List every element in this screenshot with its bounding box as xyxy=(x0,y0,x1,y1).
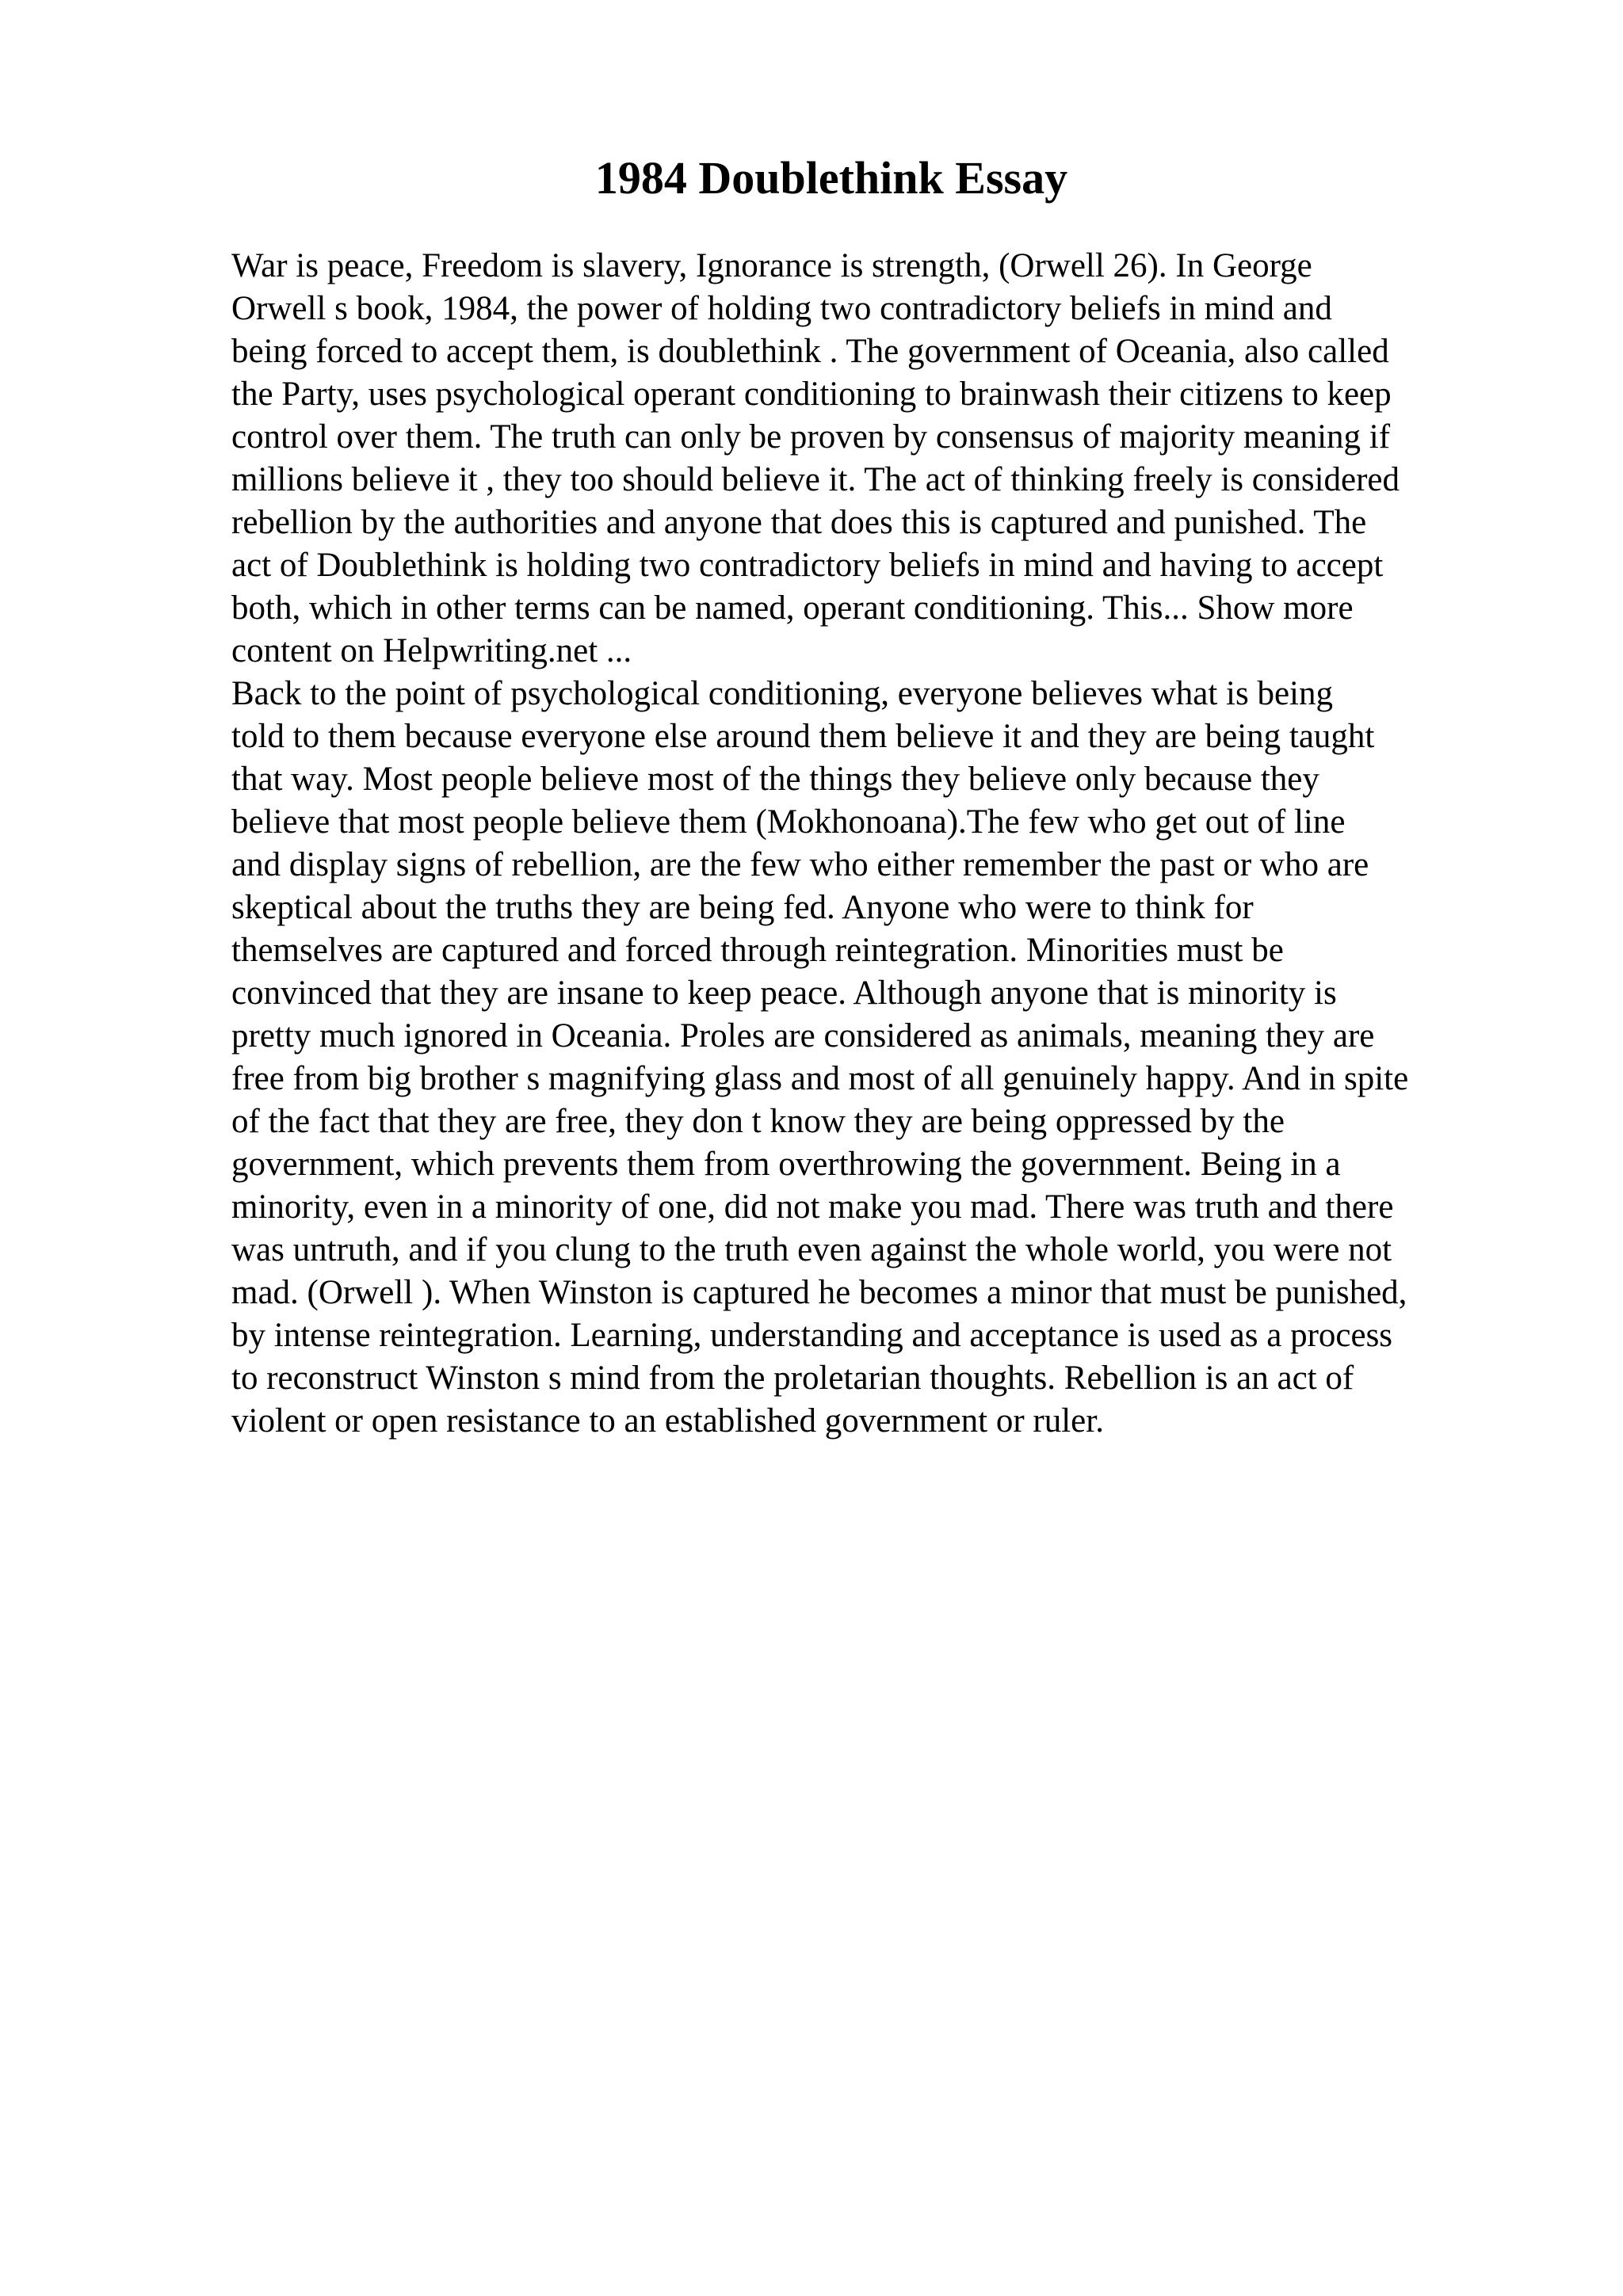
text-line: act of Doublethink is holding two contradictory beliefs in mind and having to accept xyxy=(231,547,1384,584)
text-line: was untruth, and if you clung to the truth even against the whole world, you were not xyxy=(231,1231,1392,1268)
text-line: convinced that they are insane to keep peace. Although anyone that is minority is xyxy=(231,974,1337,1012)
text-line: mad. (Orwell ). When Winston is captured he becomes a minor that must be punished, xyxy=(231,1274,1407,1311)
text-line: to reconstruct Winston s mind from the proletarian thoughts. Rebellion is an act of xyxy=(231,1360,1354,1397)
text-line: rebellion by the authorities and anyone that does this is captured and punished. The xyxy=(231,504,1367,541)
essay-body xyxy=(231,245,1579,1443)
text-line: that way. Most people believe most of the things they believe only because they xyxy=(231,761,1319,798)
text-line: both, which in other terms can be named, operant conditioning. This... Show more xyxy=(231,589,1354,627)
text-line: themselves are captured and forced through reintegration. Minorities must be xyxy=(231,932,1284,969)
text-line: Back to the point of psychological conditioning, everyone believes what is being xyxy=(231,675,1334,712)
text-line: content on Helpwriting.net ... xyxy=(231,632,632,669)
text-line: minority, even in a minority of one, did not make you mad. There was truth and there xyxy=(231,1188,1394,1226)
text-line: War is peace, Freedom is slavery, Ignorance is strength, (Orwell 26). In George xyxy=(231,247,1312,284)
text-line: being forced to accept them, is doublethink . The government of Oceania, also called xyxy=(231,333,1389,370)
text-line: skeptical about the truths they are being fed. Anyone who were to think for xyxy=(231,889,1254,926)
text-line: and display signs of rebellion, are the few who either remember the past or who are xyxy=(231,846,1369,883)
text-line: millions believe it , they too should believe it. The act of thinking freely is considered xyxy=(231,461,1400,498)
text-line: control over them. The truth can only be proven by consensus of majority meaning if xyxy=(231,418,1391,456)
text-line: pretty much ignored in Oceania. Proles are considered as animals, meaning they are xyxy=(231,1017,1375,1055)
text-line: of the fact that they are free, they don t know they are being oppressed by the xyxy=(231,1103,1285,1140)
text-line: by intense reintegration. Learning, understanding and acceptance is used as a process xyxy=(231,1317,1393,1354)
document-title: 1984 Doublethink Essay xyxy=(594,152,1068,204)
text-line: told to them because everyone else around them believe it and they are being taught xyxy=(231,718,1375,755)
text-line: violent or open resistance to an established government or ruler. xyxy=(231,1402,1104,1440)
text-line: Orwell s book, 1984, the power of holding two contradictory beliefs in mind and xyxy=(231,290,1332,327)
text-line: believe that most people believe them (Mokhonoana).The few who get out of line xyxy=(231,803,1346,841)
text-line: free from big brother s magnifying glass and most of all genuinely happy. And in spite xyxy=(231,1060,1409,1097)
text-line: the Party, uses psychological operant conditioning to brainwash their citizens to keep xyxy=(231,376,1392,413)
text-line: government, which prevents them from overthrowing the government. Being in a xyxy=(231,1146,1341,1183)
